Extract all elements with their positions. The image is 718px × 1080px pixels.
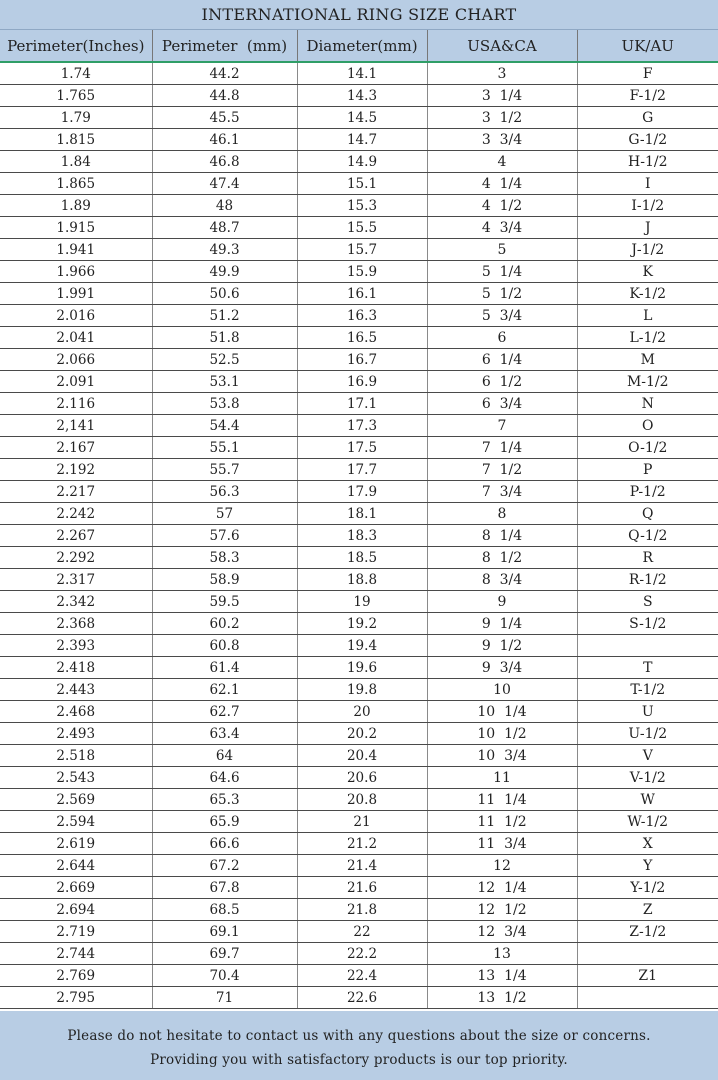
cell-diameter-mm: 21.6 bbox=[297, 877, 427, 899]
cell-usa-ca: 10 1/4 bbox=[427, 701, 577, 723]
cell-usa-ca: 9 bbox=[427, 591, 577, 613]
cell-uk-au: Y-1/2 bbox=[577, 877, 718, 899]
cell-uk-au: W-1/2 bbox=[577, 811, 718, 833]
cell-uk-au: H-1/2 bbox=[577, 151, 718, 173]
table-row bbox=[0, 151, 718, 173]
cell-usa-ca: 8 1/2 bbox=[427, 547, 577, 569]
cell-perimeter-mm: 49.9 bbox=[152, 261, 297, 283]
cell-usa-ca: 7 1/2 bbox=[427, 459, 577, 481]
table-header bbox=[0, 30, 718, 62]
cell-diameter-mm: 22 bbox=[297, 921, 427, 943]
cell-perimeter-inches: 2.769 bbox=[0, 965, 152, 987]
column-header-diameter-mm: Diameter(mm) bbox=[297, 30, 427, 62]
cell-uk-au: V bbox=[577, 745, 718, 767]
cell-diameter-mm: 19.4 bbox=[297, 635, 427, 657]
cell-usa-ca: 6 1/2 bbox=[427, 371, 577, 393]
cell-diameter-mm: 15.9 bbox=[297, 261, 427, 283]
table-row bbox=[0, 481, 718, 503]
table-row bbox=[0, 679, 718, 701]
cell-uk-au: J-1/2 bbox=[577, 239, 718, 261]
table-row bbox=[0, 503, 718, 525]
table-row bbox=[0, 899, 718, 921]
cell-perimeter-mm: 51.2 bbox=[152, 305, 297, 327]
cell-perimeter-mm: 64 bbox=[152, 745, 297, 767]
cell-uk-au: O-1/2 bbox=[577, 437, 718, 459]
cell-usa-ca: 6 3/4 bbox=[427, 393, 577, 415]
cell-perimeter-inches: 2,141 bbox=[0, 415, 152, 437]
cell-uk-au: K-1/2 bbox=[577, 283, 718, 305]
cell-perimeter-mm: 66.6 bbox=[152, 833, 297, 855]
cell-usa-ca: 12 1/2 bbox=[427, 899, 577, 921]
cell-perimeter-mm: 56.3 bbox=[152, 481, 297, 503]
cell-uk-au: Q-1/2 bbox=[577, 525, 718, 547]
cell-diameter-mm: 17.3 bbox=[297, 415, 427, 437]
cell-uk-au: M bbox=[577, 349, 718, 371]
cell-diameter-mm: 19.8 bbox=[297, 679, 427, 701]
cell-uk-au: G bbox=[577, 107, 718, 129]
cell-uk-au: R-1/2 bbox=[577, 569, 718, 591]
table-row bbox=[0, 239, 718, 261]
cell-perimeter-inches: 1.941 bbox=[0, 239, 152, 261]
cell-perimeter-mm: 44.8 bbox=[152, 85, 297, 107]
cell-diameter-mm: 14.1 bbox=[297, 62, 427, 85]
cell-usa-ca: 12 1/4 bbox=[427, 877, 577, 899]
table-row bbox=[0, 833, 718, 855]
cell-diameter-mm: 15.3 bbox=[297, 195, 427, 217]
cell-perimeter-inches: 2.292 bbox=[0, 547, 152, 569]
cell-diameter-mm: 22.4 bbox=[297, 965, 427, 987]
cell-perimeter-inches: 2.719 bbox=[0, 921, 152, 943]
cell-perimeter-mm: 53.1 bbox=[152, 371, 297, 393]
cell-diameter-mm: 18.8 bbox=[297, 569, 427, 591]
cell-perimeter-inches: 2.317 bbox=[0, 569, 152, 591]
cell-diameter-mm: 19.2 bbox=[297, 613, 427, 635]
cell-perimeter-inches: 1.74 bbox=[0, 62, 152, 85]
cell-perimeter-inches: 2.443 bbox=[0, 679, 152, 701]
cell-diameter-mm: 17.1 bbox=[297, 393, 427, 415]
table-body bbox=[0, 62, 718, 1009]
cell-usa-ca: 7 bbox=[427, 415, 577, 437]
table-row bbox=[0, 107, 718, 129]
cell-perimeter-mm: 46.8 bbox=[152, 151, 297, 173]
cell-uk-au: L-1/2 bbox=[577, 327, 718, 349]
cell-perimeter-inches: 1.815 bbox=[0, 129, 152, 151]
column-header-usa-ca: USA&CA bbox=[427, 30, 577, 62]
cell-perimeter-mm: 51.8 bbox=[152, 327, 297, 349]
cell-perimeter-mm: 54.4 bbox=[152, 415, 297, 437]
cell-perimeter-mm: 62.7 bbox=[152, 701, 297, 723]
cell-uk-au: N bbox=[577, 393, 718, 415]
cell-diameter-mm: 16.3 bbox=[297, 305, 427, 327]
cell-perimeter-inches: 2.619 bbox=[0, 833, 152, 855]
cell-uk-au: R bbox=[577, 547, 718, 569]
cell-diameter-mm: 15.7 bbox=[297, 239, 427, 261]
footer-note bbox=[0, 1011, 718, 1080]
cell-usa-ca: 8 3/4 bbox=[427, 569, 577, 591]
cell-diameter-mm: 17.9 bbox=[297, 481, 427, 503]
table-row bbox=[0, 129, 718, 151]
cell-perimeter-inches: 2.669 bbox=[0, 877, 152, 899]
cell-perimeter-inches: 2.217 bbox=[0, 481, 152, 503]
table-row bbox=[0, 921, 718, 943]
cell-uk-au: F-1/2 bbox=[577, 85, 718, 107]
cell-perimeter-mm: 71 bbox=[152, 987, 297, 1009]
cell-perimeter-mm: 65.3 bbox=[152, 789, 297, 811]
cell-perimeter-inches: 1.865 bbox=[0, 173, 152, 195]
cell-perimeter-inches: 2.016 bbox=[0, 305, 152, 327]
column-header-perimeter-mm: Perimeter (mm) bbox=[152, 30, 297, 62]
cell-usa-ca: 4 bbox=[427, 151, 577, 173]
cell-perimeter-mm: 52.5 bbox=[152, 349, 297, 371]
cell-diameter-mm: 15.1 bbox=[297, 173, 427, 195]
cell-diameter-mm: 20.6 bbox=[297, 767, 427, 789]
cell-uk-au: Z-1/2 bbox=[577, 921, 718, 943]
cell-perimeter-inches: 2.242 bbox=[0, 503, 152, 525]
cell-uk-au: U-1/2 bbox=[577, 723, 718, 745]
cell-usa-ca: 4 1/2 bbox=[427, 195, 577, 217]
cell-usa-ca: 5 1/2 bbox=[427, 283, 577, 305]
cell-usa-ca: 8 bbox=[427, 503, 577, 525]
cell-perimeter-inches: 1.966 bbox=[0, 261, 152, 283]
table-row bbox=[0, 393, 718, 415]
cell-diameter-mm: 16.9 bbox=[297, 371, 427, 393]
cell-uk-au: F bbox=[577, 62, 718, 85]
cell-usa-ca: 11 1/2 bbox=[427, 811, 577, 833]
cell-uk-au: P bbox=[577, 459, 718, 481]
cell-perimeter-inches: 1.89 bbox=[0, 195, 152, 217]
cell-perimeter-inches: 2.368 bbox=[0, 613, 152, 635]
cell-diameter-mm: 16.1 bbox=[297, 283, 427, 305]
cell-uk-au: K bbox=[577, 261, 718, 283]
cell-perimeter-mm: 67.8 bbox=[152, 877, 297, 899]
cell-perimeter-mm: 70.4 bbox=[152, 965, 297, 987]
table-row bbox=[0, 613, 718, 635]
cell-uk-au: P-1/2 bbox=[577, 481, 718, 503]
cell-uk-au: Y bbox=[577, 855, 718, 877]
cell-usa-ca: 12 bbox=[427, 855, 577, 877]
cell-uk-au: S bbox=[577, 591, 718, 613]
cell-uk-au: V-1/2 bbox=[577, 767, 718, 789]
cell-diameter-mm: 18.5 bbox=[297, 547, 427, 569]
cell-perimeter-mm: 69.1 bbox=[152, 921, 297, 943]
table-row bbox=[0, 173, 718, 195]
cell-diameter-mm: 19.6 bbox=[297, 657, 427, 679]
cell-perimeter-inches: 2.418 bbox=[0, 657, 152, 679]
table-row bbox=[0, 591, 718, 613]
cell-perimeter-inches: 2.267 bbox=[0, 525, 152, 547]
cell-usa-ca: 10 3/4 bbox=[427, 745, 577, 767]
cell-perimeter-mm: 60.2 bbox=[152, 613, 297, 635]
cell-perimeter-inches: 2.594 bbox=[0, 811, 152, 833]
cell-perimeter-mm: 60.8 bbox=[152, 635, 297, 657]
cell-perimeter-mm: 67.2 bbox=[152, 855, 297, 877]
cell-uk-au: Z1 bbox=[577, 965, 718, 987]
table-row bbox=[0, 965, 718, 987]
cell-diameter-mm: 22.6 bbox=[297, 987, 427, 1009]
cell-perimeter-mm: 48.7 bbox=[152, 217, 297, 239]
cell-uk-au: Z bbox=[577, 899, 718, 921]
cell-usa-ca: 6 bbox=[427, 327, 577, 349]
cell-uk-au: T bbox=[577, 657, 718, 679]
chart-title: INTERNATIONAL RING SIZE CHART bbox=[0, 0, 718, 30]
cell-perimeter-inches: 2.091 bbox=[0, 371, 152, 393]
cell-usa-ca: 11 1/4 bbox=[427, 789, 577, 811]
table-row bbox=[0, 349, 718, 371]
cell-diameter-mm: 18.1 bbox=[297, 503, 427, 525]
cell-usa-ca: 13 1/4 bbox=[427, 965, 577, 987]
table-row bbox=[0, 943, 718, 965]
cell-usa-ca: 7 3/4 bbox=[427, 481, 577, 503]
cell-perimeter-mm: 59.5 bbox=[152, 591, 297, 613]
cell-perimeter-inches: 1.991 bbox=[0, 283, 152, 305]
cell-uk-au bbox=[577, 943, 718, 965]
cell-usa-ca: 5 1/4 bbox=[427, 261, 577, 283]
cell-diameter-mm: 19 bbox=[297, 591, 427, 613]
table-row bbox=[0, 877, 718, 899]
cell-perimeter-mm: 58.9 bbox=[152, 569, 297, 591]
cell-perimeter-mm: 57 bbox=[152, 503, 297, 525]
cell-perimeter-inches: 2.644 bbox=[0, 855, 152, 877]
cell-uk-au: O bbox=[577, 415, 718, 437]
cell-usa-ca: 4 1/4 bbox=[427, 173, 577, 195]
cell-perimeter-mm: 62.1 bbox=[152, 679, 297, 701]
table-row bbox=[0, 195, 718, 217]
cell-perimeter-mm: 63.4 bbox=[152, 723, 297, 745]
cell-diameter-mm: 20.2 bbox=[297, 723, 427, 745]
cell-diameter-mm: 16.7 bbox=[297, 349, 427, 371]
footer-line-1: Please do not hesitate to contact us with any questions about the size or concerns. bbox=[67, 1028, 651, 1044]
cell-diameter-mm: 21 bbox=[297, 811, 427, 833]
cell-perimeter-inches: 2.694 bbox=[0, 899, 152, 921]
cell-perimeter-inches: 2.518 bbox=[0, 745, 152, 767]
cell-perimeter-mm: 64.6 bbox=[152, 767, 297, 789]
table-row bbox=[0, 305, 718, 327]
cell-uk-au: S-1/2 bbox=[577, 613, 718, 635]
cell-diameter-mm: 18.3 bbox=[297, 525, 427, 547]
cell-perimeter-mm: 50.6 bbox=[152, 283, 297, 305]
cell-usa-ca: 9 3/4 bbox=[427, 657, 577, 679]
cell-perimeter-inches: 2.493 bbox=[0, 723, 152, 745]
cell-perimeter-mm: 46.1 bbox=[152, 129, 297, 151]
table-row bbox=[0, 62, 718, 85]
cell-perimeter-inches: 2.393 bbox=[0, 635, 152, 657]
cell-perimeter-mm: 48 bbox=[152, 195, 297, 217]
cell-perimeter-inches: 2.167 bbox=[0, 437, 152, 459]
cell-diameter-mm: 20 bbox=[297, 701, 427, 723]
cell-usa-ca: 10 1/2 bbox=[427, 723, 577, 745]
cell-diameter-mm: 14.9 bbox=[297, 151, 427, 173]
cell-perimeter-mm: 55.1 bbox=[152, 437, 297, 459]
cell-perimeter-inches: 1.915 bbox=[0, 217, 152, 239]
cell-perimeter-mm: 69.7 bbox=[152, 943, 297, 965]
cell-uk-au: L bbox=[577, 305, 718, 327]
cell-usa-ca: 3 bbox=[427, 62, 577, 85]
cell-diameter-mm: 14.5 bbox=[297, 107, 427, 129]
ring-size-table bbox=[0, 30, 718, 1009]
cell-uk-au: M-1/2 bbox=[577, 371, 718, 393]
table-row bbox=[0, 855, 718, 877]
cell-diameter-mm: 16.5 bbox=[297, 327, 427, 349]
cell-perimeter-mm: 49.3 bbox=[152, 239, 297, 261]
cell-usa-ca: 13 1/2 bbox=[427, 987, 577, 1009]
cell-usa-ca: 12 3/4 bbox=[427, 921, 577, 943]
cell-diameter-mm: 15.5 bbox=[297, 217, 427, 239]
cell-uk-au: I bbox=[577, 173, 718, 195]
cell-usa-ca: 9 1/4 bbox=[427, 613, 577, 635]
cell-uk-au: T-1/2 bbox=[577, 679, 718, 701]
cell-uk-au: U bbox=[577, 701, 718, 723]
table-row bbox=[0, 987, 718, 1009]
table-row bbox=[0, 261, 718, 283]
table-row bbox=[0, 569, 718, 591]
table-row bbox=[0, 283, 718, 305]
cell-diameter-mm: 17.7 bbox=[297, 459, 427, 481]
cell-usa-ca: 10 bbox=[427, 679, 577, 701]
footer-line-2: Providing you with satisfactory products is our top priority. bbox=[150, 1052, 568, 1068]
cell-diameter-mm: 21.8 bbox=[297, 899, 427, 921]
table-row bbox=[0, 745, 718, 767]
table-row bbox=[0, 371, 718, 393]
cell-perimeter-inches: 2.795 bbox=[0, 987, 152, 1009]
cell-uk-au: X bbox=[577, 833, 718, 855]
cell-diameter-mm: 22.2 bbox=[297, 943, 427, 965]
cell-perimeter-inches: 2.066 bbox=[0, 349, 152, 371]
cell-usa-ca: 7 1/4 bbox=[427, 437, 577, 459]
cell-perimeter-mm: 61.4 bbox=[152, 657, 297, 679]
cell-usa-ca: 8 1/4 bbox=[427, 525, 577, 547]
cell-perimeter-inches: 1.84 bbox=[0, 151, 152, 173]
cell-perimeter-inches: 2.192 bbox=[0, 459, 152, 481]
cell-diameter-mm: 20.8 bbox=[297, 789, 427, 811]
cell-uk-au bbox=[577, 635, 718, 657]
cell-diameter-mm: 21.2 bbox=[297, 833, 427, 855]
table-row bbox=[0, 789, 718, 811]
cell-uk-au bbox=[577, 987, 718, 1009]
cell-usa-ca: 3 3/4 bbox=[427, 129, 577, 151]
cell-diameter-mm: 17.5 bbox=[297, 437, 427, 459]
cell-usa-ca: 9 1/2 bbox=[427, 635, 577, 657]
cell-perimeter-mm: 55.7 bbox=[152, 459, 297, 481]
cell-uk-au: I-1/2 bbox=[577, 195, 718, 217]
cell-perimeter-mm: 65.9 bbox=[152, 811, 297, 833]
cell-diameter-mm: 14.7 bbox=[297, 129, 427, 151]
table-row bbox=[0, 657, 718, 679]
cell-usa-ca: 13 bbox=[427, 943, 577, 965]
cell-perimeter-inches: 1.79 bbox=[0, 107, 152, 129]
cell-usa-ca: 11 bbox=[427, 767, 577, 789]
table-row bbox=[0, 327, 718, 349]
cell-usa-ca: 3 1/4 bbox=[427, 85, 577, 107]
table-row bbox=[0, 459, 718, 481]
cell-diameter-mm: 21.4 bbox=[297, 855, 427, 877]
table-row bbox=[0, 437, 718, 459]
table-row bbox=[0, 217, 718, 239]
cell-perimeter-inches: 2.569 bbox=[0, 789, 152, 811]
cell-uk-au: J bbox=[577, 217, 718, 239]
cell-usa-ca: 11 3/4 bbox=[427, 833, 577, 855]
cell-perimeter-inches: 2.116 bbox=[0, 393, 152, 415]
cell-uk-au: W bbox=[577, 789, 718, 811]
cell-diameter-mm: 14.3 bbox=[297, 85, 427, 107]
cell-perimeter-mm: 44.2 bbox=[152, 62, 297, 85]
cell-perimeter-inches: 2.342 bbox=[0, 591, 152, 613]
cell-perimeter-mm: 53.8 bbox=[152, 393, 297, 415]
table-row bbox=[0, 811, 718, 833]
table-row bbox=[0, 85, 718, 107]
column-header-perimeter-inches: Perimeter(Inches) bbox=[0, 30, 152, 62]
cell-uk-au: G-1/2 bbox=[577, 129, 718, 151]
cell-usa-ca: 5 bbox=[427, 239, 577, 261]
table-row bbox=[0, 415, 718, 437]
table-row bbox=[0, 723, 718, 745]
cell-perimeter-inches: 2.041 bbox=[0, 327, 152, 349]
cell-perimeter-inches: 1.765 bbox=[0, 85, 152, 107]
cell-perimeter-mm: 47.4 bbox=[152, 173, 297, 195]
cell-uk-au: Q bbox=[577, 503, 718, 525]
cell-usa-ca: 4 3/4 bbox=[427, 217, 577, 239]
cell-perimeter-inches: 2.543 bbox=[0, 767, 152, 789]
cell-diameter-mm: 20.4 bbox=[297, 745, 427, 767]
cell-usa-ca: 3 1/2 bbox=[427, 107, 577, 129]
table-row bbox=[0, 525, 718, 547]
column-header-uk-au: UK/AU bbox=[577, 30, 718, 62]
cell-perimeter-mm: 45.5 bbox=[152, 107, 297, 129]
cell-usa-ca: 5 3/4 bbox=[427, 305, 577, 327]
cell-perimeter-mm: 68.5 bbox=[152, 899, 297, 921]
table-row bbox=[0, 547, 718, 569]
cell-perimeter-inches: 2.468 bbox=[0, 701, 152, 723]
cell-perimeter-inches: 2.744 bbox=[0, 943, 152, 965]
table-row bbox=[0, 767, 718, 789]
cell-perimeter-mm: 58.3 bbox=[152, 547, 297, 569]
cell-perimeter-mm: 57.6 bbox=[152, 525, 297, 547]
cell-usa-ca: 6 1/4 bbox=[427, 349, 577, 371]
table-row bbox=[0, 701, 718, 723]
table-row bbox=[0, 635, 718, 657]
